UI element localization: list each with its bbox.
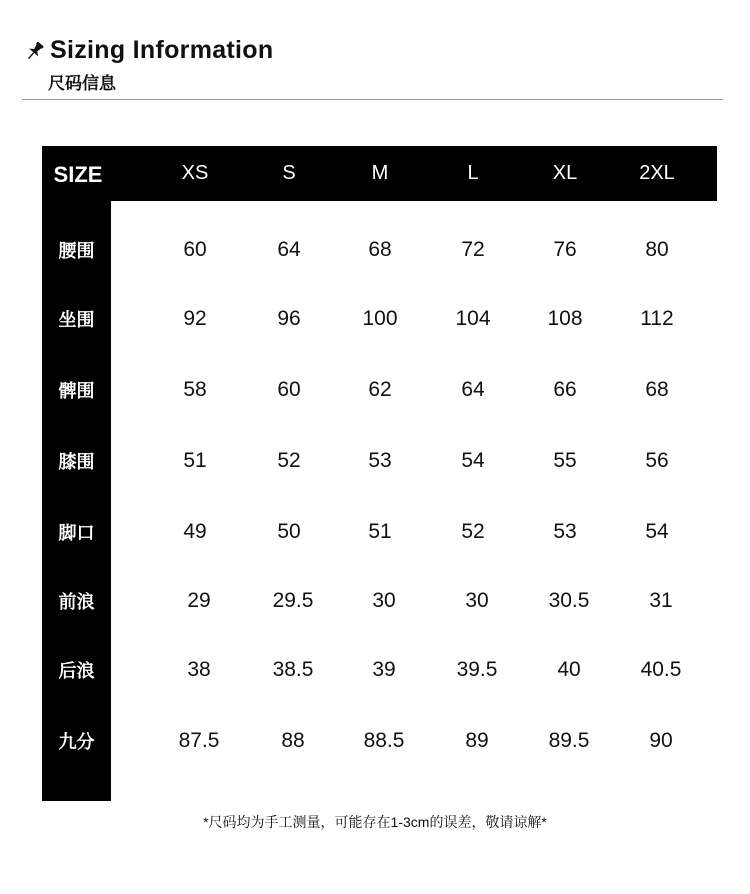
measurement-label: 膝围 [58, 452, 95, 472]
measurement-value: 53 [553, 520, 577, 543]
measurement-value: 60 [277, 378, 301, 401]
measurement-value: 52 [277, 449, 301, 472]
measurement-value: 64 [461, 378, 485, 401]
measurement-value: 88 [281, 729, 305, 752]
pushpin-icon [24, 40, 46, 62]
measurement-label: 腰围 [58, 241, 95, 261]
measurement-value: 29.5 [272, 589, 314, 612]
measurement-value: 30 [465, 589, 489, 612]
measurement-value: 108 [547, 307, 583, 330]
measurement-value: 60 [183, 238, 207, 261]
measurement-value: 88.5 [363, 729, 405, 752]
measurement-value: 68 [645, 378, 669, 401]
measurement-value: 38 [187, 658, 211, 681]
measurement-value: 50 [277, 520, 301, 543]
measurement-label: 前浪 [58, 592, 95, 612]
measurement-value: 54 [461, 449, 485, 472]
measurement-value: 92 [183, 307, 207, 330]
measurement-value: 51 [368, 520, 392, 543]
measurement-label: 髀围 [58, 381, 95, 401]
measurement-value: 56 [645, 449, 669, 472]
measurement-value: 96 [277, 307, 301, 330]
measurement-value: 66 [553, 378, 577, 401]
measurement-value: 31 [649, 589, 673, 612]
measurement-value: 104 [455, 307, 491, 330]
size-corner-label: SIZE [53, 162, 103, 187]
title-row [24, 36, 273, 65]
measurement-value: 64 [277, 238, 301, 261]
size-column-header: L [467, 162, 479, 184]
size-column-header: XS [181, 162, 209, 184]
measurement-label: 脚口 [58, 523, 95, 543]
measurement-value: 54 [645, 520, 669, 543]
measurement-label: 九分 [58, 732, 95, 752]
size-column-header: 2XL [639, 162, 675, 184]
measurement-value: 76 [553, 238, 577, 261]
measurement-value: 30.5 [548, 589, 590, 612]
size-column-header: S [282, 162, 296, 184]
page-subtitle: 尺码信息 [48, 74, 116, 93]
page-title: Sizing Information [50, 36, 274, 64]
header [24, 36, 273, 94]
measurement-value: 112 [640, 307, 674, 330]
measurement-value: 39.5 [456, 658, 498, 681]
measurement-value: 38.5 [272, 658, 314, 681]
measurement-value: 68 [368, 238, 392, 261]
footnote: *尺码均为手工测量，可能存在1-3cm的误差，敬请谅解* [203, 814, 547, 830]
measurement-value: 72 [461, 238, 485, 261]
measurement-label: 后浪 [58, 661, 95, 681]
size-column-header: M [371, 162, 389, 184]
measurement-value: 100 [362, 307, 398, 330]
measurement-value: 30 [372, 589, 396, 612]
measurement-value: 40 [557, 658, 581, 681]
measurement-value: 58 [183, 378, 207, 401]
measurement-value: 52 [461, 520, 485, 543]
measurement-value: 39 [372, 658, 396, 681]
measurement-value: 53 [368, 449, 392, 472]
measurement-value: 90 [649, 729, 673, 752]
measurement-value: 80 [645, 238, 669, 261]
measurement-value: 49 [183, 520, 207, 543]
measurement-value: 62 [368, 378, 392, 401]
measurement-value: 87.5 [178, 729, 220, 752]
measurement-value: 29 [187, 589, 211, 612]
measurement-value: 40.5 [640, 658, 682, 681]
measurement-label: 坐围 [58, 310, 95, 330]
size-column-header: XL [552, 162, 578, 184]
measurement-value: 55 [553, 449, 577, 472]
measurement-value: 89.5 [548, 729, 590, 752]
header-divider [22, 99, 723, 100]
measurement-value: 51 [183, 449, 207, 472]
measurement-value: 89 [465, 729, 489, 752]
